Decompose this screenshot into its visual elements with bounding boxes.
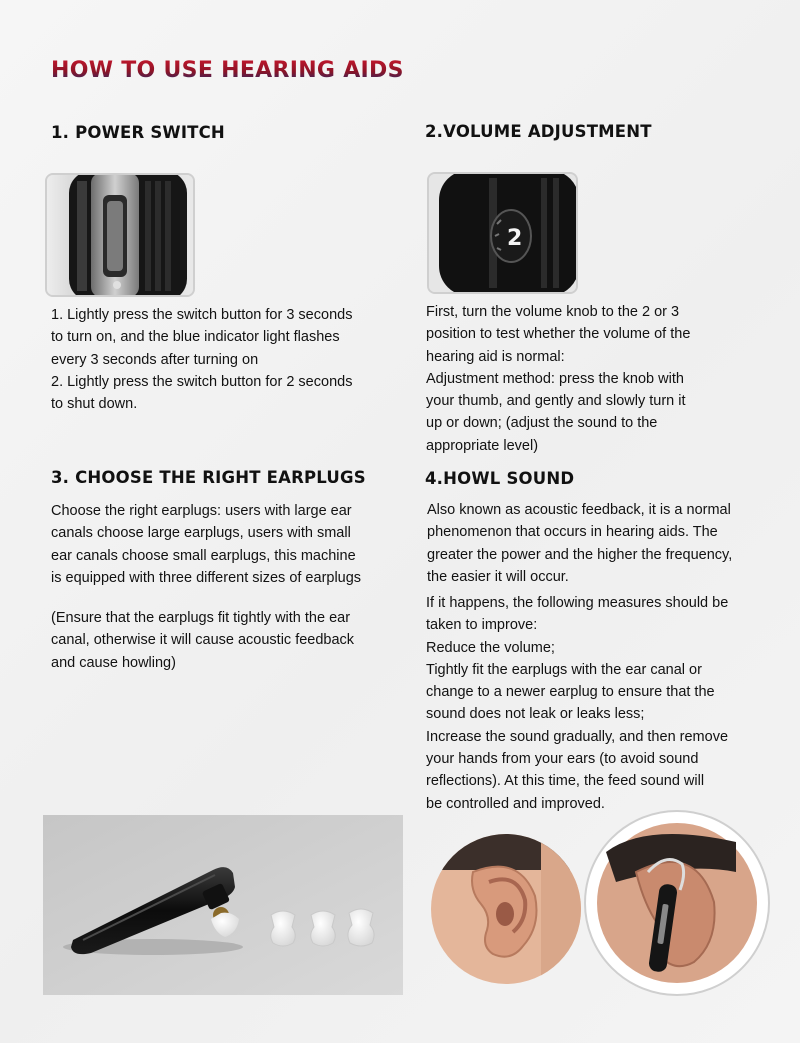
howl-line: sound does not leak or leaks less; xyxy=(426,706,645,723)
power-line: to turn on, and the blue indicator light flashes xyxy=(51,329,340,346)
power-switch-photo xyxy=(45,173,195,297)
volume-knob-image xyxy=(429,174,576,292)
howl-line: the easier it will occur. xyxy=(427,568,569,585)
howl-line: Also known as acoustic feedback, it is a normal xyxy=(427,502,731,518)
howl-line: phenomenon that occurs in hearing aids. The xyxy=(427,524,718,541)
power-line: every 3 seconds after turning on xyxy=(51,351,259,368)
howl-line: Increase the sound gradually, and then remove xyxy=(426,728,729,745)
volume-line: Adjustment method: press the knob with xyxy=(426,370,684,387)
volume-line: First, turn the volume knob to the 2 or 3 xyxy=(426,304,680,320)
product-photo xyxy=(43,815,403,995)
ear-wearing-hearing-aid-image xyxy=(586,812,768,994)
power-switch-image xyxy=(47,175,193,295)
earplugs-line: Choose the right earplugs: users with large ear xyxy=(51,503,352,519)
ear-image xyxy=(431,834,581,984)
earplugs-note-line: (Ensure that the earplugs fit tightly with the ear xyxy=(51,610,351,626)
earplugs-line: ear canals choose small earplugs, this machine xyxy=(51,547,356,564)
volume-line: position to test whether the volume of the xyxy=(426,326,691,343)
ear-photo xyxy=(431,834,581,984)
howl-line: change to a newer earplug to ensure that the xyxy=(426,684,715,701)
volume-line: hearing aid is normal: xyxy=(426,348,565,365)
howl-line: Reduce the volume; xyxy=(426,639,555,656)
earplugs-note-line: canal, otherwise it will cause acoustic feedback xyxy=(51,632,355,649)
howl-line: be controlled and improved. xyxy=(426,795,605,812)
volume-line: appropriate level) xyxy=(426,437,539,454)
howl-line: If it happens, the following measures should be xyxy=(426,595,729,611)
volume-text xyxy=(426,301,786,457)
howl-text-intro xyxy=(427,499,787,588)
volume-heading: 2.VOLUME ADJUSTMENT xyxy=(425,122,652,141)
wearing-photo xyxy=(584,810,770,996)
power-line: to shut down. xyxy=(51,396,138,413)
power-line: 2. Lightly press the switch button for 2 seconds xyxy=(51,373,353,390)
volume-photo xyxy=(427,172,578,294)
howl-line: greater the power and the higher the frequency, xyxy=(427,546,733,563)
earplugs-line: canals choose large earplugs, users with small xyxy=(51,525,351,542)
howl-line: Tightly fit the earplugs with the ear canal or xyxy=(426,661,702,678)
volume-knob-number: 2 xyxy=(507,226,523,251)
volume-line: up or down; (adjust the sound to the xyxy=(426,415,658,432)
howl-line: your hands from your ears (to avoid sound xyxy=(426,751,699,768)
page-title: HOW TO USE HEARING AIDS xyxy=(51,58,404,83)
volume-line: your thumb, and gently and slowly turn it xyxy=(426,393,686,410)
howl-text-measures xyxy=(426,592,786,815)
earplugs-text xyxy=(51,500,421,589)
hearing-aid-with-earplugs-image xyxy=(43,815,403,995)
earplugs-note-line: and cause howling) xyxy=(51,654,176,671)
earplugs-heading: 3. CHOOSE THE RIGHT EARPLUGS xyxy=(51,468,366,487)
power-line: 1. Lightly press the switch button for 3 seconds xyxy=(51,307,353,323)
power-switch-text xyxy=(51,304,411,415)
earplugs-note xyxy=(51,607,421,674)
earplugs-line: is equipped with three different sizes of earplugs xyxy=(51,569,362,586)
howl-line: taken to improve: xyxy=(426,617,538,634)
howl-heading: 4.HOWL SOUND xyxy=(425,469,575,488)
power-switch-heading: 1. POWER SWITCH xyxy=(51,123,225,142)
howl-line: reflections). At this time, the feed sound will xyxy=(426,773,705,790)
